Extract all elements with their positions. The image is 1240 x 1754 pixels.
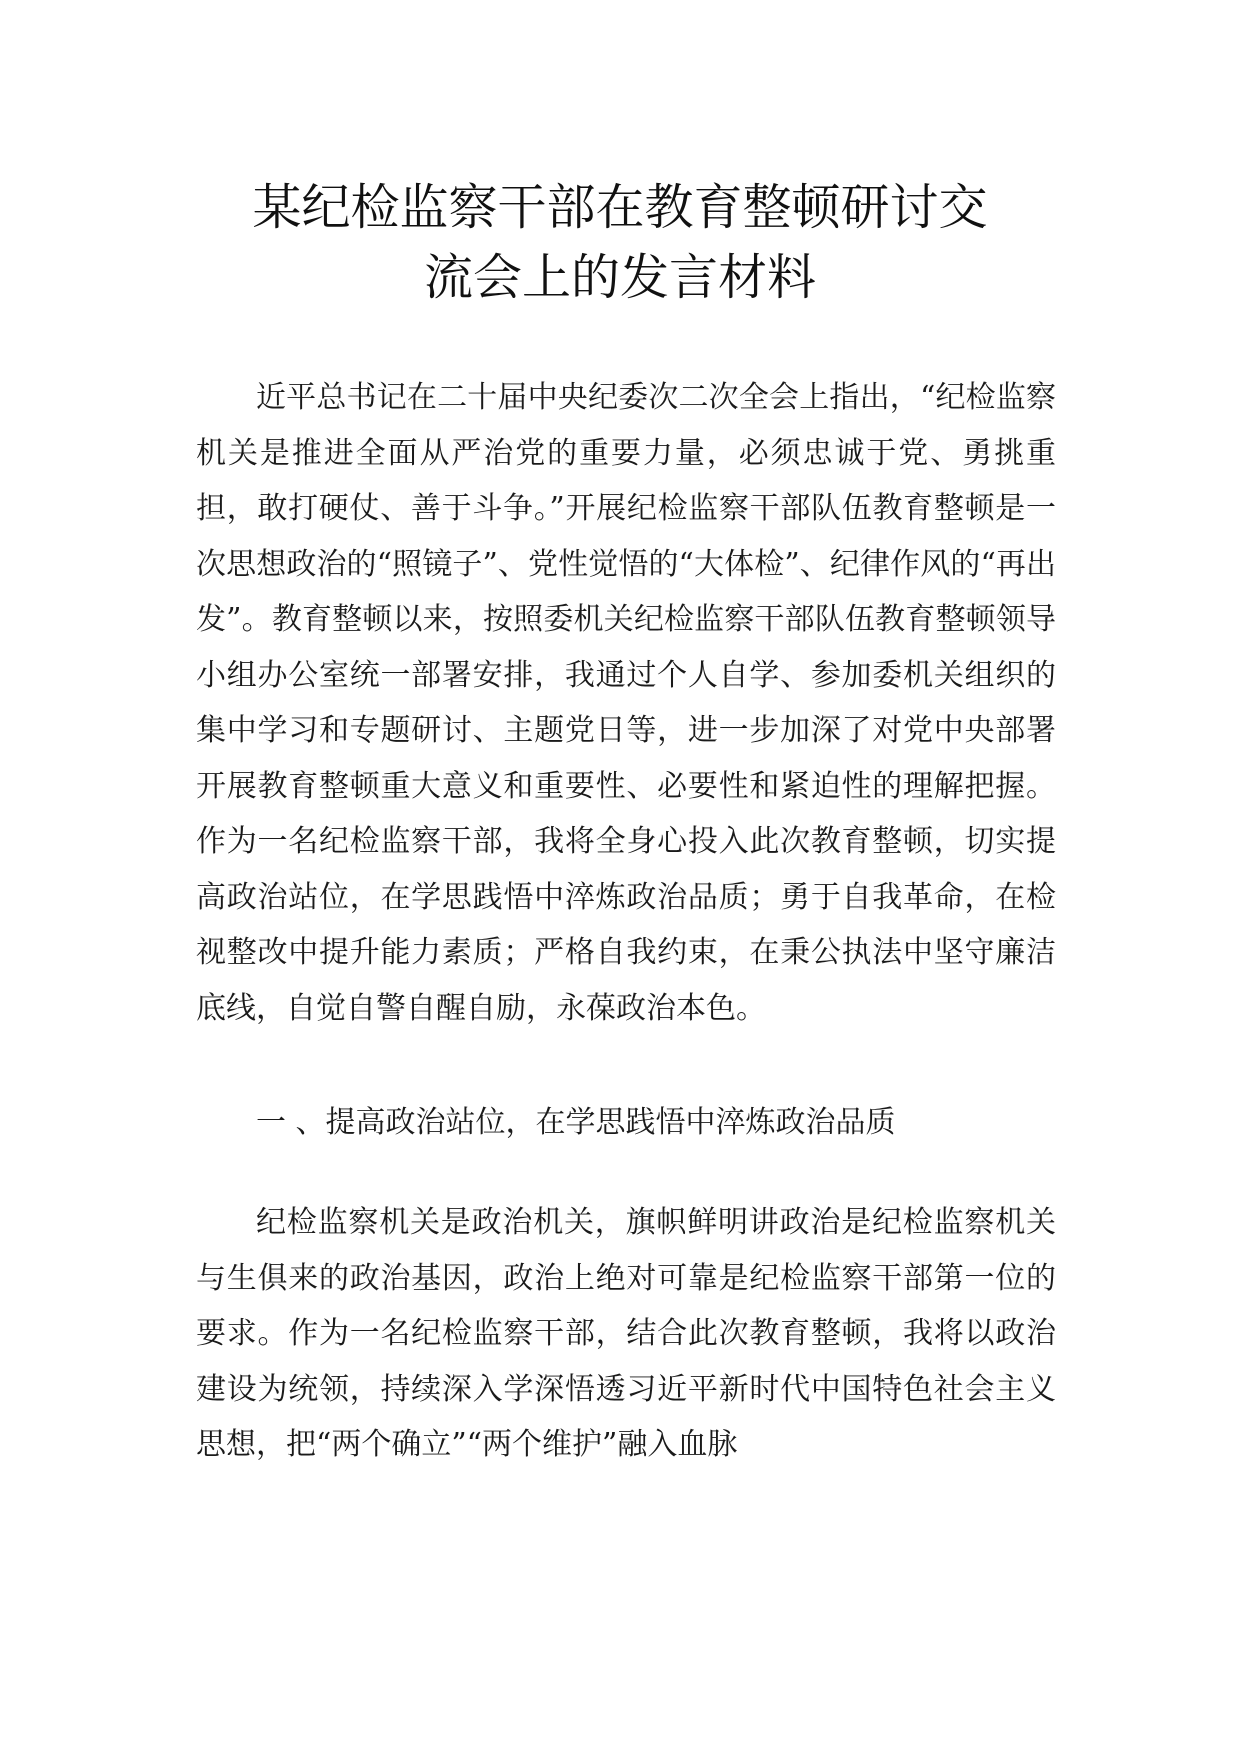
body-paragraph-1: 近平总书记在二十届中央纪委次二次全会上指出，“纪检监察机关是推进全面从严治党的重要力量，必须忠诚于党、勇挑重担，敢打硬仗、善于斗争。”开展纪检监察干部队伍教育整顿是一次思想政治的“照镜子”、党性觉悟的“大体检”、纪律作风的“再出发”。教育整顿以来，按照委机关纪检监察干部队伍教育整顿领导小组办公室统一部署安排，我通过个人自学、参加委机关组织的集中学习和专题研讨、主题党日等，进一步加深了对党中央部署开展教育整顿重大意义和重要性、必要性和紧迫性的理解把握。作为一名纪检监察干部，我将全身心投入此次教育整顿，切实提高政治站位，在学思践悟中淬炼政治品质；勇于自我革命，在检视整改中提升能力素质；严格自我约束，在秉公执法中坚守廉洁底线，自觉自警自醒自励，永葆政治本色。: [196, 380, 1056, 1026]
document-title-line-2: 流会上的发言材料: [423, 249, 816, 306]
section-heading-1: 一 、提高政治站位，在学思践悟中淬炼政治品质: [256, 1105, 896, 1140]
document-title-line-1: 某纪检监察干部在教育整顿研讨交: [252, 179, 988, 236]
body-paragraph-2: 纪检监察机关是政治机关，旗帜鲜明讲政治是纪检监察机关与生俱来的政治基因，政治上绝对可靠是纪检监察干部第一位的要求。作为一名纪检监察干部，结合此次教育整顿，我将以政治建设为统领，持续深入学深悟透习近平新时代中国特色社会主义思想，把“两个确立”“两个维护”融入血脉: [196, 1205, 1056, 1462]
